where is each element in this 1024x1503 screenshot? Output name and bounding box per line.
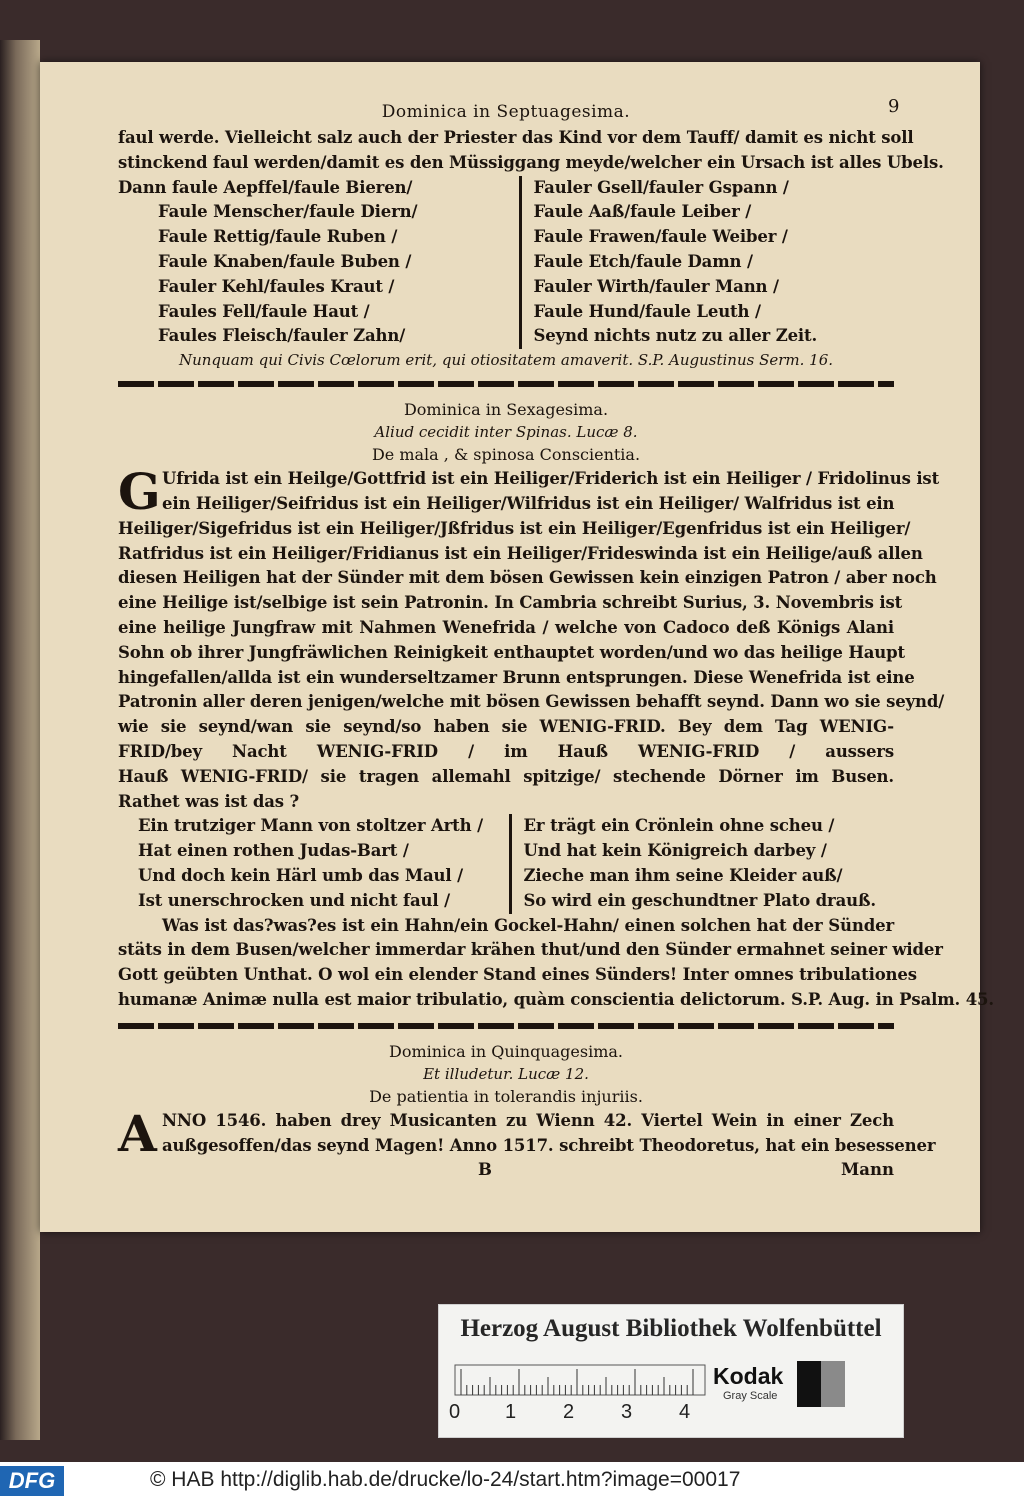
verse-line: Faule Menscher/faule Diern/	[158, 202, 418, 222]
text-line: FRID/bey Nacht WENIG-FRID / im Hauß WENIG-FRID / aussers	[118, 741, 894, 761]
verse-line: Hat einen rothen Judas-Bart /	[138, 841, 409, 861]
text-line: Ratfridus ist ein Heiliger/Fridianus ist ein Heiliger/Frideswinda ist ein Heilige/auß allen	[118, 543, 923, 563]
verse-line: So wird ein geschundtner Plato drauß.	[523, 890, 876, 910]
text-line: diesen Heiligen hat der Sünder mit dem bösen Gewissen kein einzigen Patron / aber noch	[118, 568, 937, 588]
dfg-logo: DFG	[0, 1466, 64, 1496]
page-footer-line	[118, 1158, 894, 1182]
library-name: Herzog August Bibliothek Wolfenbüttel	[460, 1315, 882, 1342]
kodak-brand	[713, 1363, 783, 1402]
gray-scale-swatches	[797, 1361, 845, 1407]
text-line: NNO 1546. haben drey Musicanten zu Wienn 42. Viertel Wein in einer Zech	[162, 1110, 894, 1130]
intro-paragraph	[118, 126, 944, 176]
riddle-verse	[118, 814, 894, 913]
drop-capital: A	[118, 1103, 157, 1163]
section-title: Dominica in Sexagesima.	[403, 400, 609, 420]
ruler-number: 1	[505, 1401, 517, 1423]
verse-line: Faule Frawen/faule Weiber /	[533, 227, 788, 247]
verse-right-column	[522, 176, 895, 350]
text-line: Ufrida ist ein Heilge/Gottfrid ist ein Heiliger/Friderich ist ein Heiliger / Fridolinus ist	[162, 469, 940, 489]
text-line: Gott geübten Unthat. O wol ein elender Stand eines Sünders! Inter omnes tribulationes	[118, 965, 917, 985]
kodak-subtitle: Gray Scale	[723, 1390, 778, 1402]
verse-line: Fauler Kehl/faules Kraut /	[158, 276, 395, 296]
quinquagesima-paragraph	[118, 1103, 936, 1163]
folio-number: 9	[888, 96, 900, 117]
text-line: wie sie seynd/wan sie seynd/so haben sie WENIG-FRID. Bey dem Tag WENIG-	[118, 717, 894, 737]
swatch-gray	[821, 1361, 845, 1407]
text-line: ein Heiliger/Seifridus ist ein Heiliger/Wilfridus ist ein Heiliger/ Walfridus ist ein	[162, 493, 895, 513]
verse-block-1	[118, 176, 894, 350]
book-edge	[0, 40, 40, 1440]
library-label	[438, 1304, 904, 1438]
text-line: eine heilige Jungfraw mit Nahmen Wenefrida / welche von Cadoco deß Königs Alani	[118, 617, 894, 637]
verse-line: Fauler Gsell/fauler Gspann /	[533, 177, 789, 197]
kodak-logo: Kodak	[713, 1363, 784, 1389]
running-head	[118, 96, 900, 126]
swatch-black	[797, 1361, 821, 1407]
verse-line: Ein trutziger Mann von stoltzer Arth /	[138, 816, 483, 836]
verse-line: Faules Fleisch/fauler Zahn/	[158, 326, 406, 346]
signature-mark: B	[478, 1160, 492, 1180]
verse-left-column	[118, 814, 512, 913]
verse-right-column	[512, 814, 895, 913]
verse-line: Faule Hund/faule Leuth /	[533, 301, 761, 321]
text-line: Hauß WENIG-FRID/ sie tragen allemahl spitzige/ stechende Dörner im Busen.	[118, 766, 894, 786]
sexagesima-paragraph	[118, 462, 945, 814]
footer-bar	[0, 1462, 1024, 1503]
verse-line: Dann faule Aepffel/faule Bieren/	[118, 177, 413, 197]
text-line: humanæ Animæ nulla est maior tribulatio, quàm conscientia delictorum. S.P. Aug. in Psalm. 45.	[118, 989, 994, 1009]
verse-line: Faule Etch/faule Damn /	[533, 251, 753, 271]
verse-line: Er trägt ein Crönlein ohne scheu /	[523, 816, 835, 836]
latin-quote: Nunquam qui Civis Cœlorum erit, qui otiositatem amaverit. S.P. Augustinus Serm. 16.	[178, 351, 834, 370]
text-line: stäts in dem Busen/welcher immerdar krähen thut/und den Sünder ermahnet seiner wider	[118, 940, 943, 960]
ornamental-rule	[118, 1023, 894, 1029]
section-title: Dominica in Quinquagesima.	[388, 1041, 624, 1061]
text-line: Patronin aller deren jenigen/welche mit bösen Gewissen behafft seynd. Dann wo sie seynd/	[118, 692, 945, 712]
drop-capital: G	[118, 462, 161, 522]
section-theme: De mala , & spinosa Conscientia.	[371, 445, 641, 465]
book-page	[40, 62, 994, 1232]
verse-line: Faule Aaß/faule Leiber /	[533, 202, 752, 222]
running-head-text: Dominica in Septuagesima.	[381, 102, 631, 122]
verse-line: Seynd nichts nutz zu aller Zeit.	[533, 326, 818, 346]
verse-line: Faules Fell/faule Haut /	[158, 301, 370, 321]
ornamental-rule	[118, 381, 894, 387]
text-line: eine Heilige ist/selbige ist sein Patronin. In Cambria schreibt Surius, 3. Novembris ist	[118, 593, 903, 613]
section-verse: Aliud cecidit inter Spinas. Lucæ 8.	[374, 423, 638, 442]
verse-line: Fauler Wirth/fauler Mann /	[533, 276, 779, 296]
verse-line: Faule Knaben/faule Buben /	[158, 251, 412, 271]
ruler-number: 4	[679, 1401, 691, 1423]
page-content	[118, 96, 994, 1182]
verse-line: Faule Rettig/faule Ruben /	[158, 227, 398, 247]
text-line: Was ist das?was?es ist ein Hahn/ein Gockel-Hahn/ einen solchen hat der Sünder	[162, 915, 894, 935]
riddle-answer	[118, 914, 994, 1013]
verse-line: Und hat kein Königreich darbey /	[523, 841, 827, 861]
catchword: Mann	[841, 1160, 894, 1180]
verse-line: Und doch kein Härl umb das Maul /	[138, 865, 463, 885]
text-line: außgesoffen/das seynd Magen! Anno 1517. schreibt Theodoretus, hat ein besessener	[162, 1135, 936, 1155]
text-line: Rathet was ist das ?	[118, 791, 300, 811]
section-verse: Et illudetur. Lucæ 12.	[423, 1064, 589, 1083]
ruler-number: 3	[621, 1401, 633, 1423]
section-theme: De patientia in tolerandis injuriis.	[369, 1086, 643, 1106]
text-line: hingefallen/allda ist ein wunderseltzamer Brunn entsprungen. Diese Wenefrida ist eine	[118, 667, 915, 687]
verse-left-column	[118, 176, 522, 350]
verse-line: Zieche man ihm seine Kleider auß/	[523, 865, 843, 885]
ruler-number: 0	[449, 1401, 461, 1423]
text-line: faul werde. Vielleicht salz auch der Priester das Kind vor dem Tauff/ damit es nicht soll	[118, 128, 914, 147]
text-line: stinckend faul werden/damit es den Müssiggang meyde/welcher ein Ursach ist alles Ubels.	[118, 152, 944, 172]
text-line: Heiliger/Sigefridus ist ein Heiliger/Jßfridus ist ein Heiliger/Egenfridus ist ein Heiliger/	[118, 518, 911, 538]
verse-line: Ist unerschrocken und nicht faul /	[138, 890, 450, 910]
ruler-number: 2	[563, 1401, 575, 1423]
text-line: Sohn ob ihrer Jungfräwlichen Reinigkeit enthauptet worden/und wo das heilige Haupt	[118, 642, 906, 662]
copyright-link[interactable]: © HAB http://diglib.hab.de/drucke/lo-24/start.htm?image=00017	[150, 1468, 741, 1491]
ruler-scale	[455, 1365, 705, 1395]
